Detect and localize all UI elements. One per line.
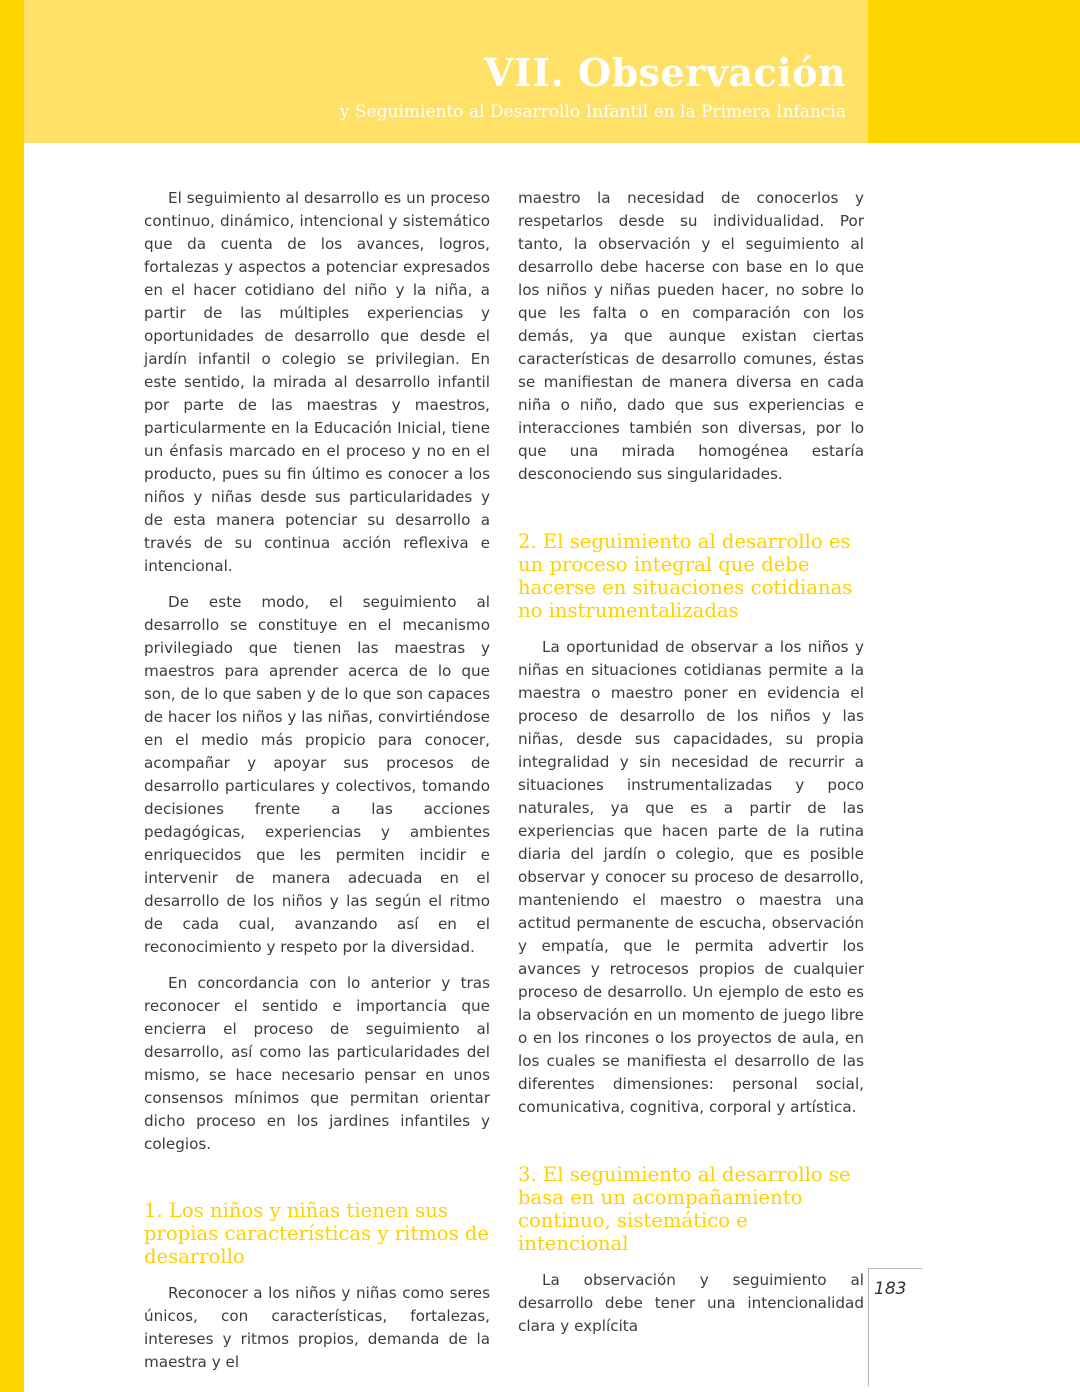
section-heading-1: 1. Los niños y niñas tienen sus propias características y ritmos de desarrollo <box>144 1199 489 1268</box>
header-corner-block <box>868 0 1080 143</box>
page-number: 183 <box>874 1279 907 1299</box>
chapter-subtitle: y Seguimiento al Desarrollo Infantil en la Primera Infancia <box>339 102 846 122</box>
section-2-paragraph: La oportunidad de observar a los niños y niñas en situaciones cotidianas permite a la maestra o maestro poner en evidencia el proceso de desarrollo de los niños y las niñas, desde sus capacidades, su propia integralidad y sin necesidad de recurrir a situaciones instrumentalizadas y poco naturales, ya que es a partir de las experiencias que hacen parte de la rutina diaria del jardín o colegio, que es posible observar y conocer su proceso de desarrollo, manteniendo el maestro o maestra una actitud permanente de escucha, observación y empatía, que le permita advertir los avances y retrocesos propios de cualquier proceso de desarrollo. Un ejemplo de esto es la observación en un momento de juego libre o en los rincones o los proyectos de aula, en los cuales se manifiesta el desarrollo de las diferentes dimensiones: personal social, comunicativa, cognitiva, corporal y artística. <box>518 638 864 1116</box>
right-column <box>518 187 864 1338</box>
body-paragraph: El seguimiento al desarrollo es un proceso continuo, dinámico, intencional y sistemático que da cuenta de los avances, logros, fortalezas y aspectos a potenciar expresados en el hacer cotidiano del niño y la niña, a partir de las múltiples experiencias y oportunidades de desarrollo que desde el jardín infantil o colegio se privilegian. En este sentido, la mirada al desarrollo infantil por parte de las maestras y maestros, particularmente en la Educación Inicial, tiene un énfasis marcado en el proceso y no en el producto, pues su fin último es conocer a los niños y niñas desde sus particularidades y de esta manera potenciar su desarrollo a través de su continua acción reflexiva e intencional. <box>144 189 490 575</box>
section-heading-2: 2. El seguimiento al desarrollo es un proceso integral que debe hacerse en situaciones cotidianas no instrumentalizadas <box>518 530 853 622</box>
continuation-paragraph: maestro la necesidad de conocerlos y respetarlos desde su individualidad. Por tanto, la observación y el seguimiento al desarrollo debe hacerse con base en lo que los niños y niñas pueden hacer, no sobre lo que les falta o en comparación con los demás, ya que aunque existan ciertas características de desarrollo comunes, éstas se manifiestan de manera diversa en cada niña o niño, dado que sus experiencias e interacciones también son diversas, por lo que una mirada homogénea estaría desconociendo sus singularidades. <box>518 189 864 483</box>
left-color-band <box>0 0 24 1392</box>
folio-rule-vertical <box>868 1268 869 1386</box>
body-paragraph: En concordancia con lo anterior y tras reconocer el sentido e importancia que encierra el proceso de seguimiento al desarrollo, así como las particularidades del mismo, se hace necesario pensar en unos consensos mínimos que permitan orientar dicho proceso en los jardines infantiles y colegios. <box>144 974 490 1153</box>
folio-rule-horizontal <box>868 1268 922 1269</box>
chapter-title: VII. Observación <box>483 50 846 95</box>
section-1-paragraph: Reconocer a los niños y niñas como seres únicos, con características, fortalezas, intereses y ritmos propios, demanda de la maestra y el <box>144 1284 490 1371</box>
left-column <box>144 187 490 1374</box>
section-3-paragraph: La observación y seguimiento al desarrollo debe tener una intencionalidad clara y explícita <box>518 1271 864 1335</box>
body-paragraph: De este modo, el seguimiento al desarrollo se constituye en el mecanismo privilegiado que tienen las maestras y maestros para aprender acerca de lo que son, de lo que saben y de lo que son capaces de hacer los niños y las niñas, convirtiéndose en el medio más propicio para conocer, acompañar y apoyar sus procesos de desarrollo particulares y colectivos, tomando decisiones frente a las acciones pedagógicas, experiencias y ambientes enriquecidos que les permiten incidir e intervenir de manera adecuada en el desarrollo de los niños y las según el ritmo de cada cual, avanzando así en el reconocimiento y respeto por la diversidad. <box>144 593 491 956</box>
section-heading-3: 3. El seguimiento al desarrollo se basa en un acompañamiento continuo, sistemático e intencional <box>518 1163 851 1255</box>
